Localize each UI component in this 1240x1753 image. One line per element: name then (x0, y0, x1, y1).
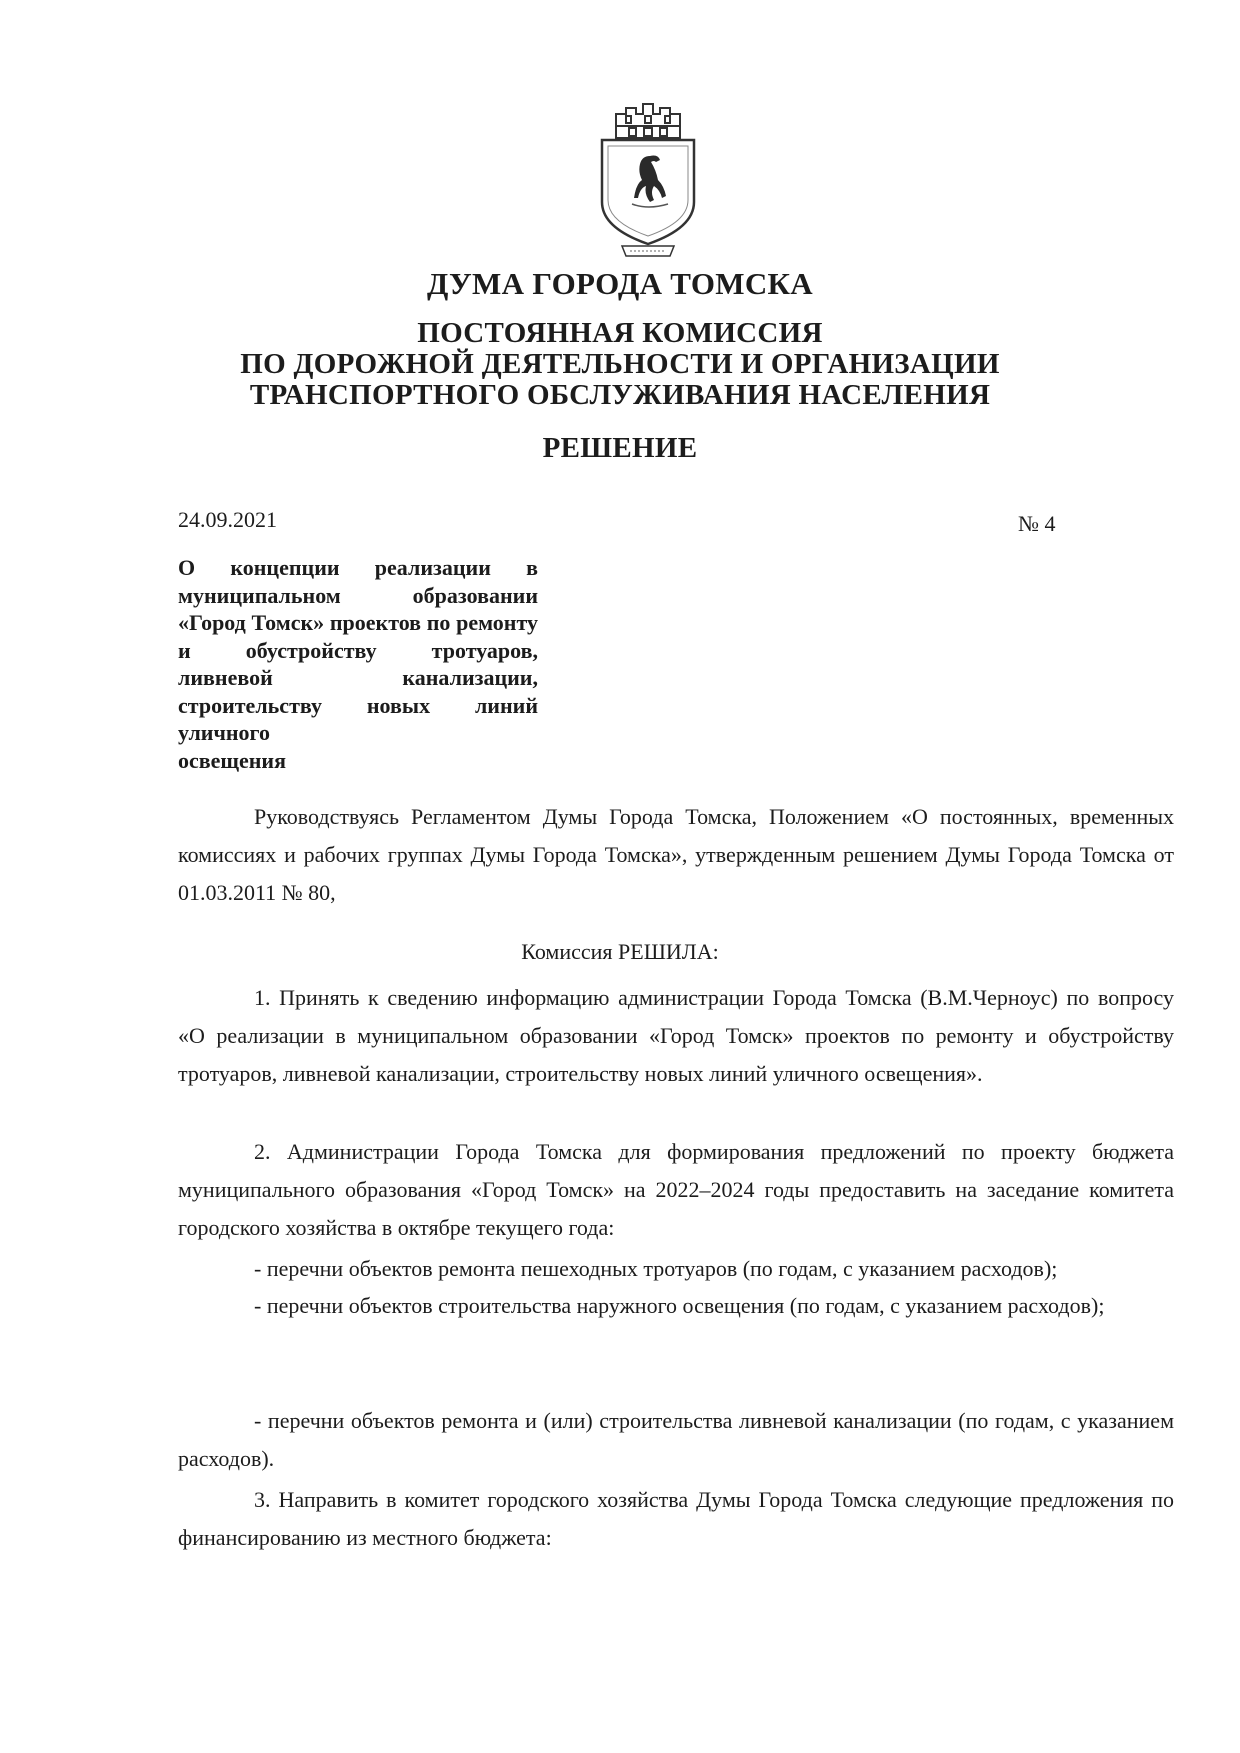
decision-number: № 4 (1018, 511, 1056, 536)
bullet-text: - перечни объектов ремонта пешеходных тротуаров (по годам, с указанием расходов); (254, 1256, 1058, 1281)
bullet-paragraph (178, 1250, 1174, 1288)
preamble-text: Руководствуясь Регламентом Думы Города Томска, Положением «О постоянных, временных комиссиях и рабочих группах Думы Города Томска», утвержденным решением Думы Города Томска от 01.03.2011 № 80, (178, 804, 1174, 905)
commission-title-line: ПО ДОРОЖНОЙ ДЕЯТЕЛЬНОСТИ И ОРГАНИЗАЦИИ (240, 348, 1000, 380)
decision-date: 24.09.2021 (178, 507, 277, 532)
commission-title-line: ТРАНСПОРТНОГО ОБСЛУЖИВАНИЯ НАСЕЛЕНИЯ (249, 379, 991, 411)
item-1-paragraph (178, 979, 1174, 1093)
item-2-text: 2. Администрации Города Томска для формирования предложений по проекту бюджета муниципального образования «Город Томск» на 2022–2024 годы предоставить на заседание комитета городского хозяйства в октябре текущего года: (178, 1139, 1174, 1240)
decision-subject-last-line: освещения (178, 747, 287, 773)
bullet-text: - перечни объектов строительства наружного освещения (по годам, с указанием расходов); (254, 1293, 1105, 1318)
item-3-paragraph (178, 1481, 1174, 1557)
commission-title (0, 318, 1240, 411)
resolved-heading: Комиссия РЕШИЛА: (521, 939, 719, 964)
preamble-paragraph (178, 798, 1174, 912)
item-2-paragraph (178, 1133, 1174, 1247)
commission-title-line: ПОСТОЯННАЯ КОМИССИЯ (417, 317, 823, 349)
decision-subject (178, 554, 538, 774)
decision-heading: РЕШЕНИЕ (542, 432, 698, 464)
bullet-paragraph (178, 1287, 1174, 1325)
bullet-paragraph (178, 1402, 1174, 1478)
bullet-text: - перечни объектов ремонта и (или) строительства ливневой канализации (по годам, с указанием расходов). (178, 1408, 1174, 1471)
item-3-text: 3. Направить в комитет городского хозяйства Думы Города Томска следующие предложения по финансированию из местного бюджета: (178, 1487, 1174, 1550)
item-1-text: 1. Принять к сведению информацию администрации Города Томска (В.М.Черноус) по вопросу «О реализации в муниципальном образовании «Город Томск» проектов по ремонту и обустройству тротуаров, ливневой канализации, строительству новых линий уличного освещения». (178, 985, 1174, 1086)
tomsk-coat-of-arms-icon (596, 100, 700, 265)
duma-title: ДУМА ГОРОДА ТОМСКА (427, 266, 813, 301)
decision-subject-text: О концепции реализации в муниципальном образовании «Город Томск» проектов по ремонту и обустройству тротуаров, ливневой канализации, строительству новых линий уличного (178, 555, 538, 745)
